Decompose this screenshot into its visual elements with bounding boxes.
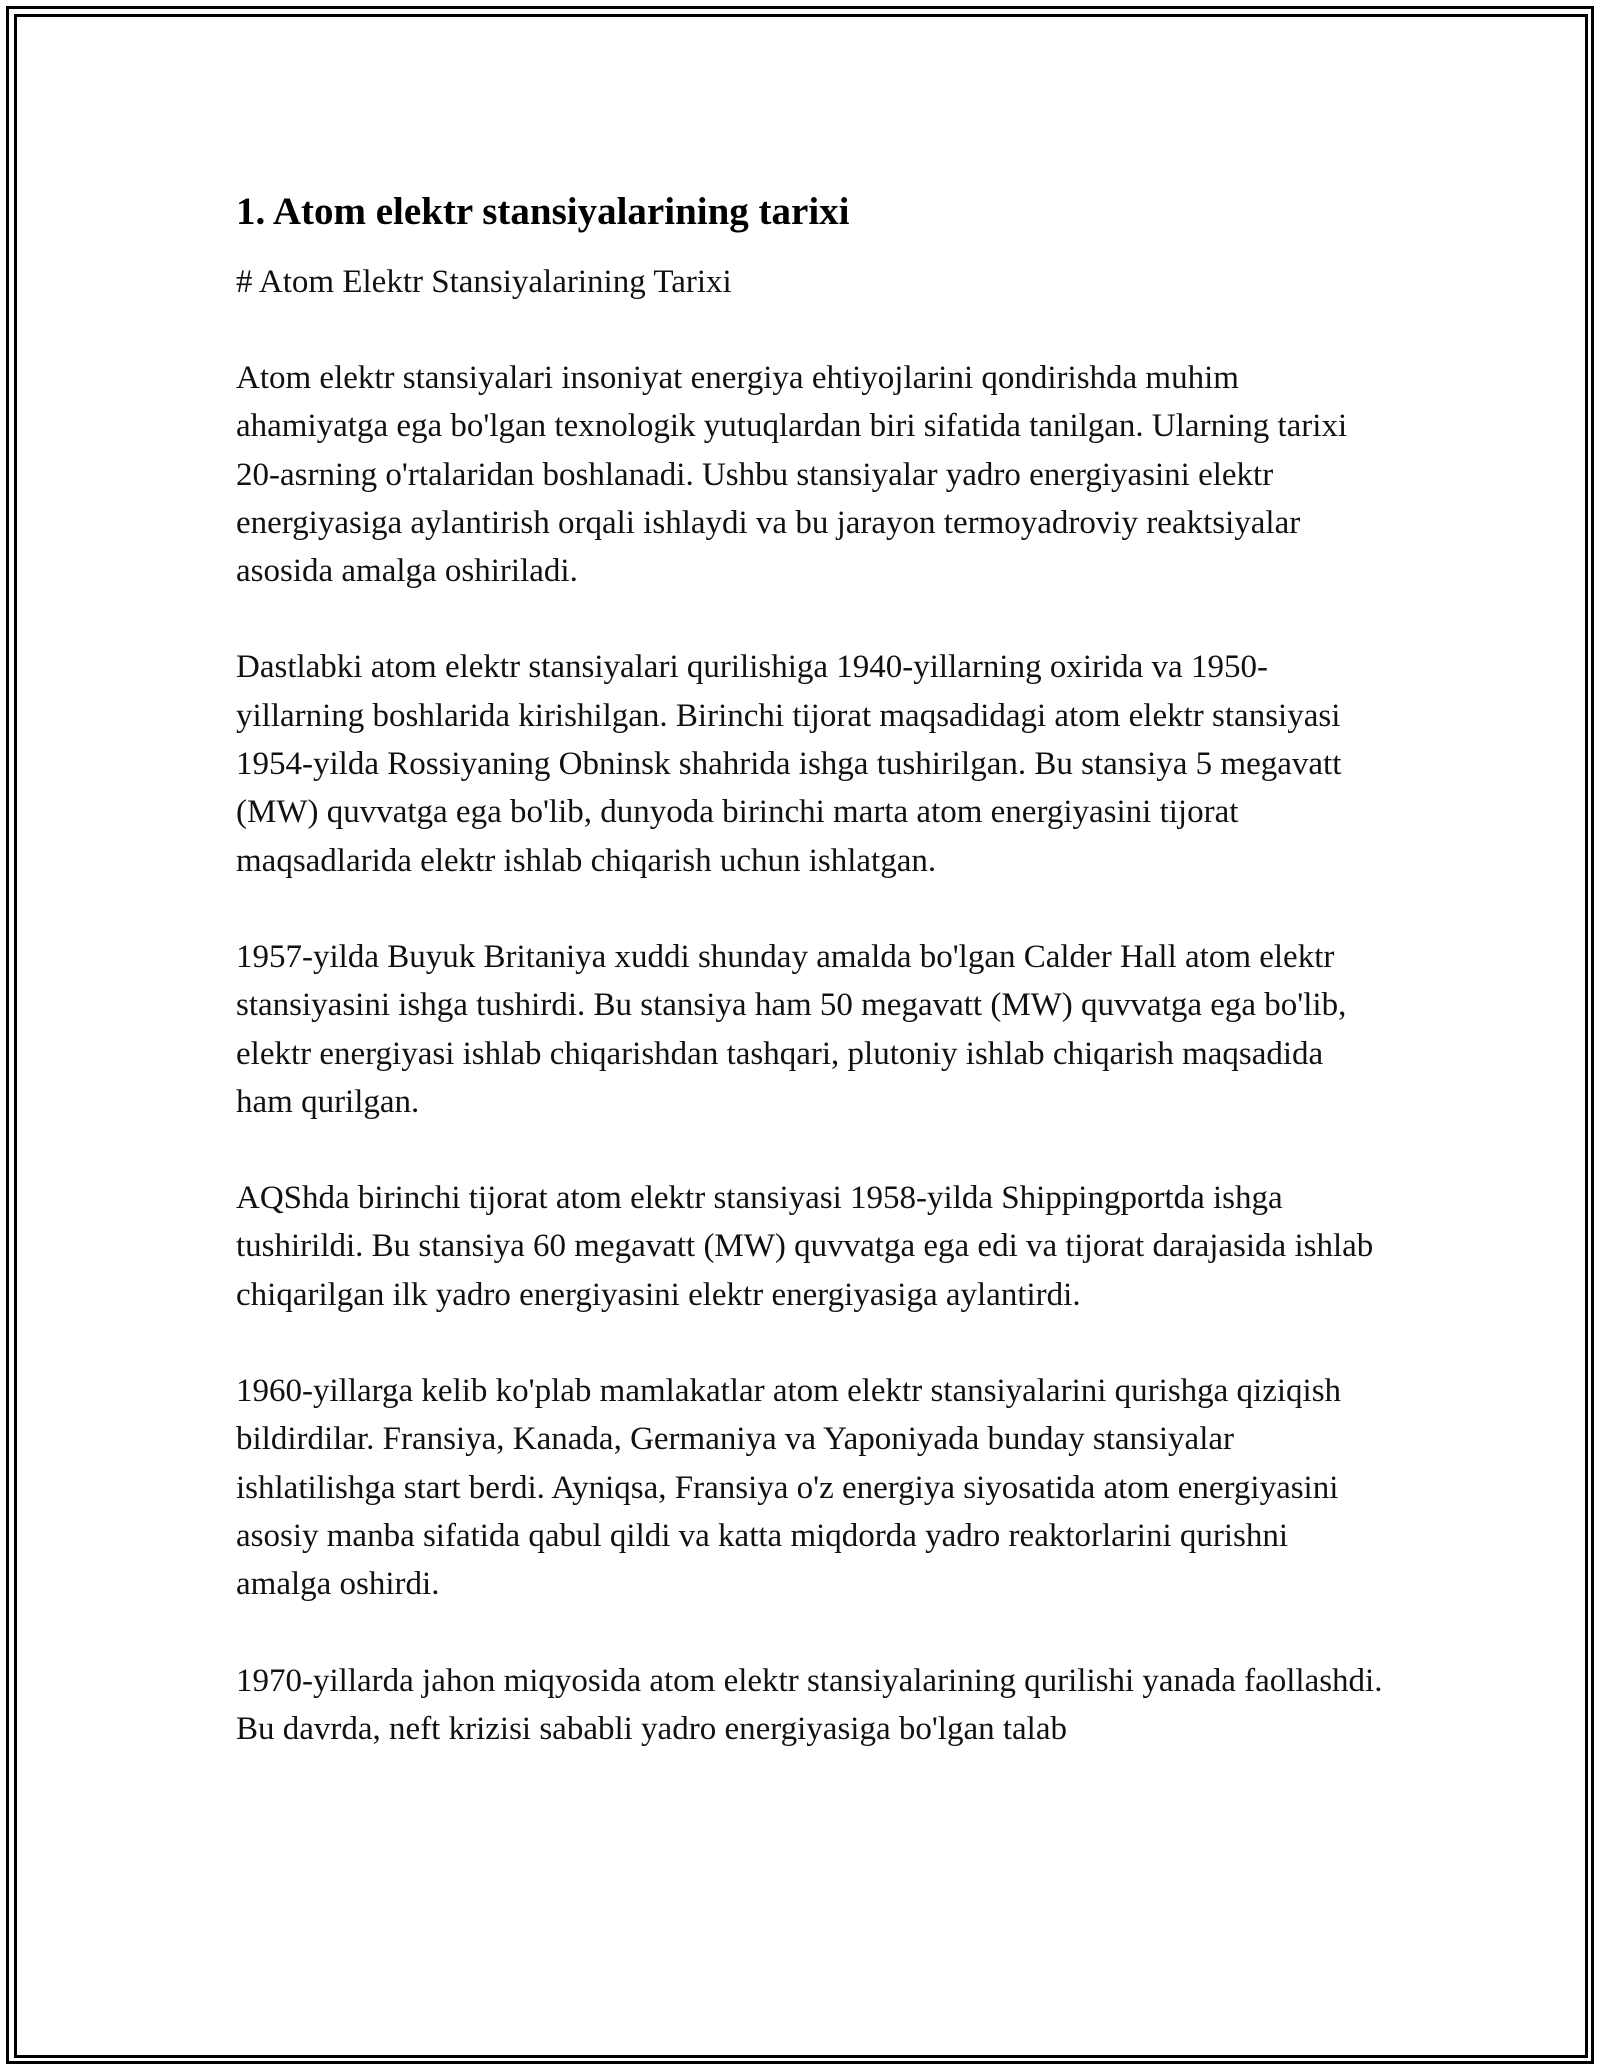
- markdown-heading: # Atom Elektr Stansiyalarining Tarixi: [236, 264, 732, 300]
- document-body: [236, 186, 1386, 1753]
- paragraph-intro: Atom elektr stansiyalari insoniyat energiya ehtiyojlarini qondirishda muhim ahamiyatga ega bo'lgan texnologik yutuqlardan biri sifatida tanilgan. Ularning tarixi 20-asrning o'rtalaridan boshlanadi. Ushbu stansiyalar yadro energiyasini elektr energiyasiga aylantirish orqali ishlaydi va bu jarayon termoyadroviy reaktsiyalar asosida amalga oshiriladi.: [236, 360, 1348, 590]
- paragraph-first-stations: Dastlabki atom elektr stansiyalari qurilishiga 1940-yillarning oxirida va 1950-yillarning boshlarida kirishilgan. Birinchi tijorat maqsadidagi atom elektr stansiyasi 1954-yilda Rossiyaning Obninsk shahrida ishga tushirilgan. Bu stansiya 5 megavatt (MW) quvvatga ega bo'lib, dunyoda birinchi marta atom energiyasini tijorat maqsadlarida elektr ishlab chiqarish uchun ishlatgan.: [236, 649, 1342, 879]
- paragraph-1970s: 1970-yillarda jahon miqyosida atom elektr stansiyalarining qurilishi yanada faollashdi. Bu davrda, neft krizisi sababli yadro energiyasiga bo'lgan talab: [236, 1662, 1383, 1747]
- paragraph-calder-hall: 1957-yilda Buyuk Britaniya xuddi shunday amalda bo'lgan Calder Hall atom elektr stansiyasini ishga tushirdi. Bu stansiya ham 50 megavatt (MW) quvvatga ega bo'lib, elektr energiyasi ishlab chiqarishdan tashqari, plutoniy ishlab chiqarish maqsadida ham qurilgan.: [236, 938, 1347, 1120]
- paragraph-1960s: 1960-yillarga kelib ko'plab mamlakatlar atom elektr stansiyalarini qurishga qiziqish bildirdilar. Fransiya, Kanada, Germaniya va Yaponiyada bunday stansiyalar ishlatilishga start berdi. Ayniqsa, Fransiya o'z energiya siyosatida atom energiyasini asosiy manba sifatida qabul qildi va katta miqdorda yadro reaktorlarini qurishni amalga oshirdi.: [236, 1373, 1342, 1603]
- document-title: 1. Atom elektr stansiyalarining tarixi: [236, 190, 850, 233]
- paragraph-shippingport: AQShda birinchi tijorat atom elektr stansiyasi 1958-yilda Shippingportda ishga tushirildi. Bu stansiya 60 megavatt (MW) quvvatga ega edi va tijorat darajasida ishlab chiqarilgan ilk yadro energiyasini elektr energiyasiga aylantirdi.: [236, 1180, 1374, 1313]
